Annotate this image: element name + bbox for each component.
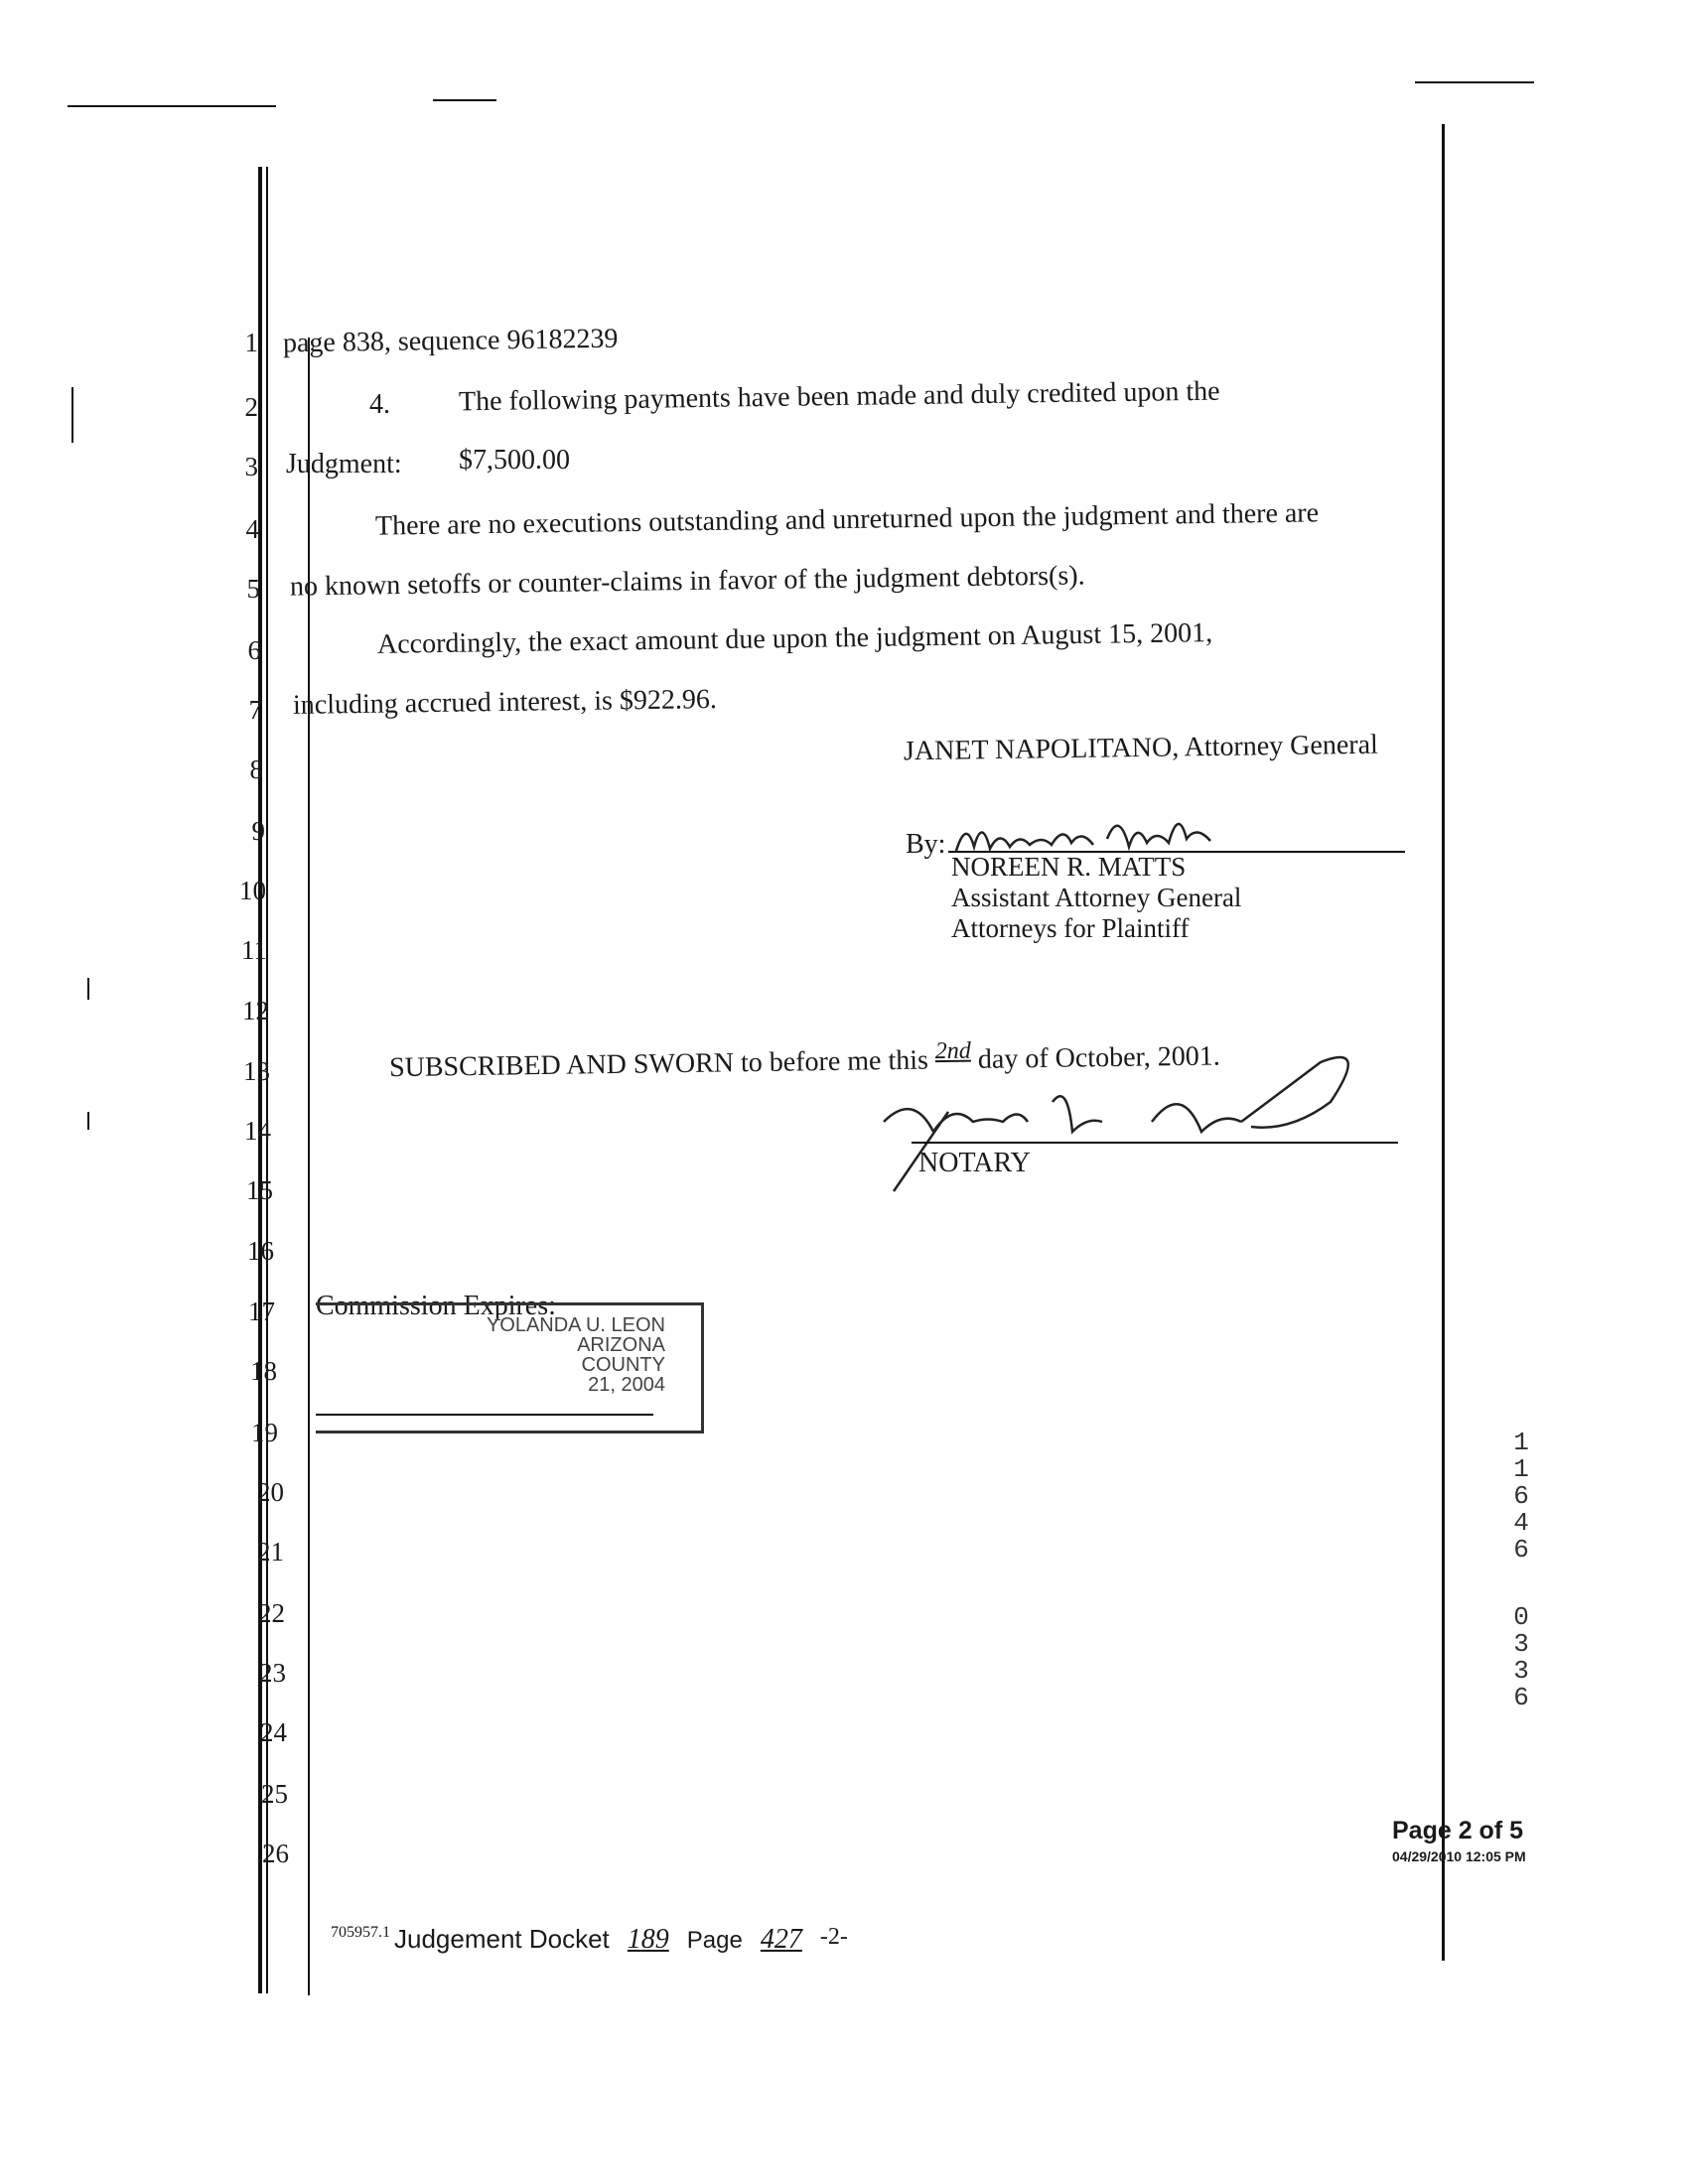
line-number: 6 [247, 635, 261, 665]
line-number: 7 [248, 695, 262, 725]
seal-county: COUNTY [581, 1354, 665, 1376]
seal-baseline [316, 1414, 653, 1416]
line-number: 5 [246, 574, 260, 604]
top-rule-left [68, 105, 276, 107]
scan-mark [87, 978, 89, 1000]
line-number: 12 [242, 996, 269, 1025]
stamp-digit: 1 [1513, 1454, 1529, 1484]
docket-label: Judgement Docket [394, 1924, 610, 1954]
attorney-name: NOREEN R. MATTS [951, 852, 1187, 882]
scan-mark [71, 387, 73, 443]
line-number: 1 [244, 328, 258, 357]
line-number: 17 [248, 1297, 275, 1326]
line-number: 22 [258, 1598, 285, 1628]
line-number: 2 [244, 392, 258, 422]
body-line-7: including accrued interest, is $922.96. [292, 684, 718, 721]
commission-expires: Commission Expires: [316, 1291, 556, 1321]
line-number: 13 [243, 1056, 270, 1086]
top-rule-mid [433, 99, 496, 101]
body-line-1: page 838, sequence 96182239 [282, 323, 619, 359]
stamp-digit: 0 [1513, 1602, 1529, 1632]
judgment-label: Judgment: [286, 449, 402, 479]
scan-mark [87, 1112, 89, 1130]
line-number: 3 [244, 452, 258, 481]
sworn-suffix: day of October, 2001. [977, 1040, 1220, 1075]
document-id: 705957.1 [331, 1924, 390, 1941]
body-line-6: Accordingly, the exact amount due upon the judgment on August 15, 2001, [376, 617, 1213, 660]
line-number: 16 [247, 1236, 274, 1266]
footer [331, 1924, 848, 1956]
body-line-4: There are no executions outstanding and unreturned upon the judgment and there are [374, 497, 1320, 542]
print-timestamp: 04/29/2010 12:05 PM [1392, 1848, 1526, 1864]
stamp-digit: 4 [1513, 1508, 1529, 1538]
seal-date: 21, 2004 [588, 1374, 665, 1396]
notary-signature [854, 1023, 1380, 1221]
footer-page-label: Page [686, 1927, 743, 1954]
paragraph-number: 4. [369, 389, 390, 420]
seal-name: YOLANDA U. LEON [486, 1314, 665, 1336]
line-number: 20 [257, 1477, 284, 1507]
seal-text [437, 1315, 665, 1395]
top-rule-right [1415, 81, 1534, 83]
stamp-digit: 1 [1513, 1428, 1529, 1457]
attorney-details [951, 852, 1241, 944]
judgment-amount: $7,500.00 [459, 445, 570, 476]
notary-signature-line [912, 1142, 1398, 1144]
docket-number: 189 [627, 1924, 669, 1955]
line-number: 24 [260, 1717, 287, 1747]
body-line-5: no known setoffs or counter-claims in favor of the judgment debtors(s). [289, 560, 1085, 603]
notary-label: NOTARY [918, 1148, 1031, 1178]
line-number: 8 [249, 754, 263, 784]
attorney-role: Attorneys for Plaintiff [951, 913, 1190, 943]
line-number: 4 [245, 514, 259, 544]
right-margin-rule [1442, 124, 1445, 1961]
by-label: By: [906, 829, 946, 860]
line-number: 25 [261, 1779, 288, 1809]
line-number: 10 [239, 876, 266, 905]
line-number: 11 [241, 935, 267, 965]
sworn-day: 2nd [934, 1037, 971, 1065]
footer-page-suffix: -2- [819, 1924, 848, 1950]
line-number: 15 [246, 1175, 273, 1205]
stamp-digit: 6 [1513, 1481, 1529, 1511]
stamp-digit: 3 [1513, 1629, 1529, 1659]
sworn-prefix: SUBSCRIBED AND SWORN to before me this [388, 1044, 929, 1084]
stamp-digit: 6 [1513, 1535, 1529, 1565]
line-number: 23 [259, 1658, 286, 1688]
stamp-digit: 3 [1513, 1656, 1529, 1686]
stamp-digit: 6 [1513, 1683, 1529, 1712]
line-number: 18 [250, 1356, 277, 1386]
attorney-title: Assistant Attorney General [951, 883, 1242, 912]
footer-page-number: 427 [760, 1924, 802, 1955]
line-number: 26 [262, 1839, 289, 1868]
body-line-2: The following payments have been made and duly credited upon the [458, 375, 1220, 418]
line-number: 19 [251, 1418, 278, 1447]
line-number: 9 [251, 816, 265, 846]
line-number: 21 [257, 1537, 284, 1567]
line-number: 14 [244, 1116, 271, 1146]
attorney-general-line: JANET NAPOLITANO, Attorney General [903, 729, 1379, 767]
seal-state: ARIZONA [577, 1334, 665, 1356]
page-indicator: Page 2 of 5 [1392, 1817, 1523, 1844]
